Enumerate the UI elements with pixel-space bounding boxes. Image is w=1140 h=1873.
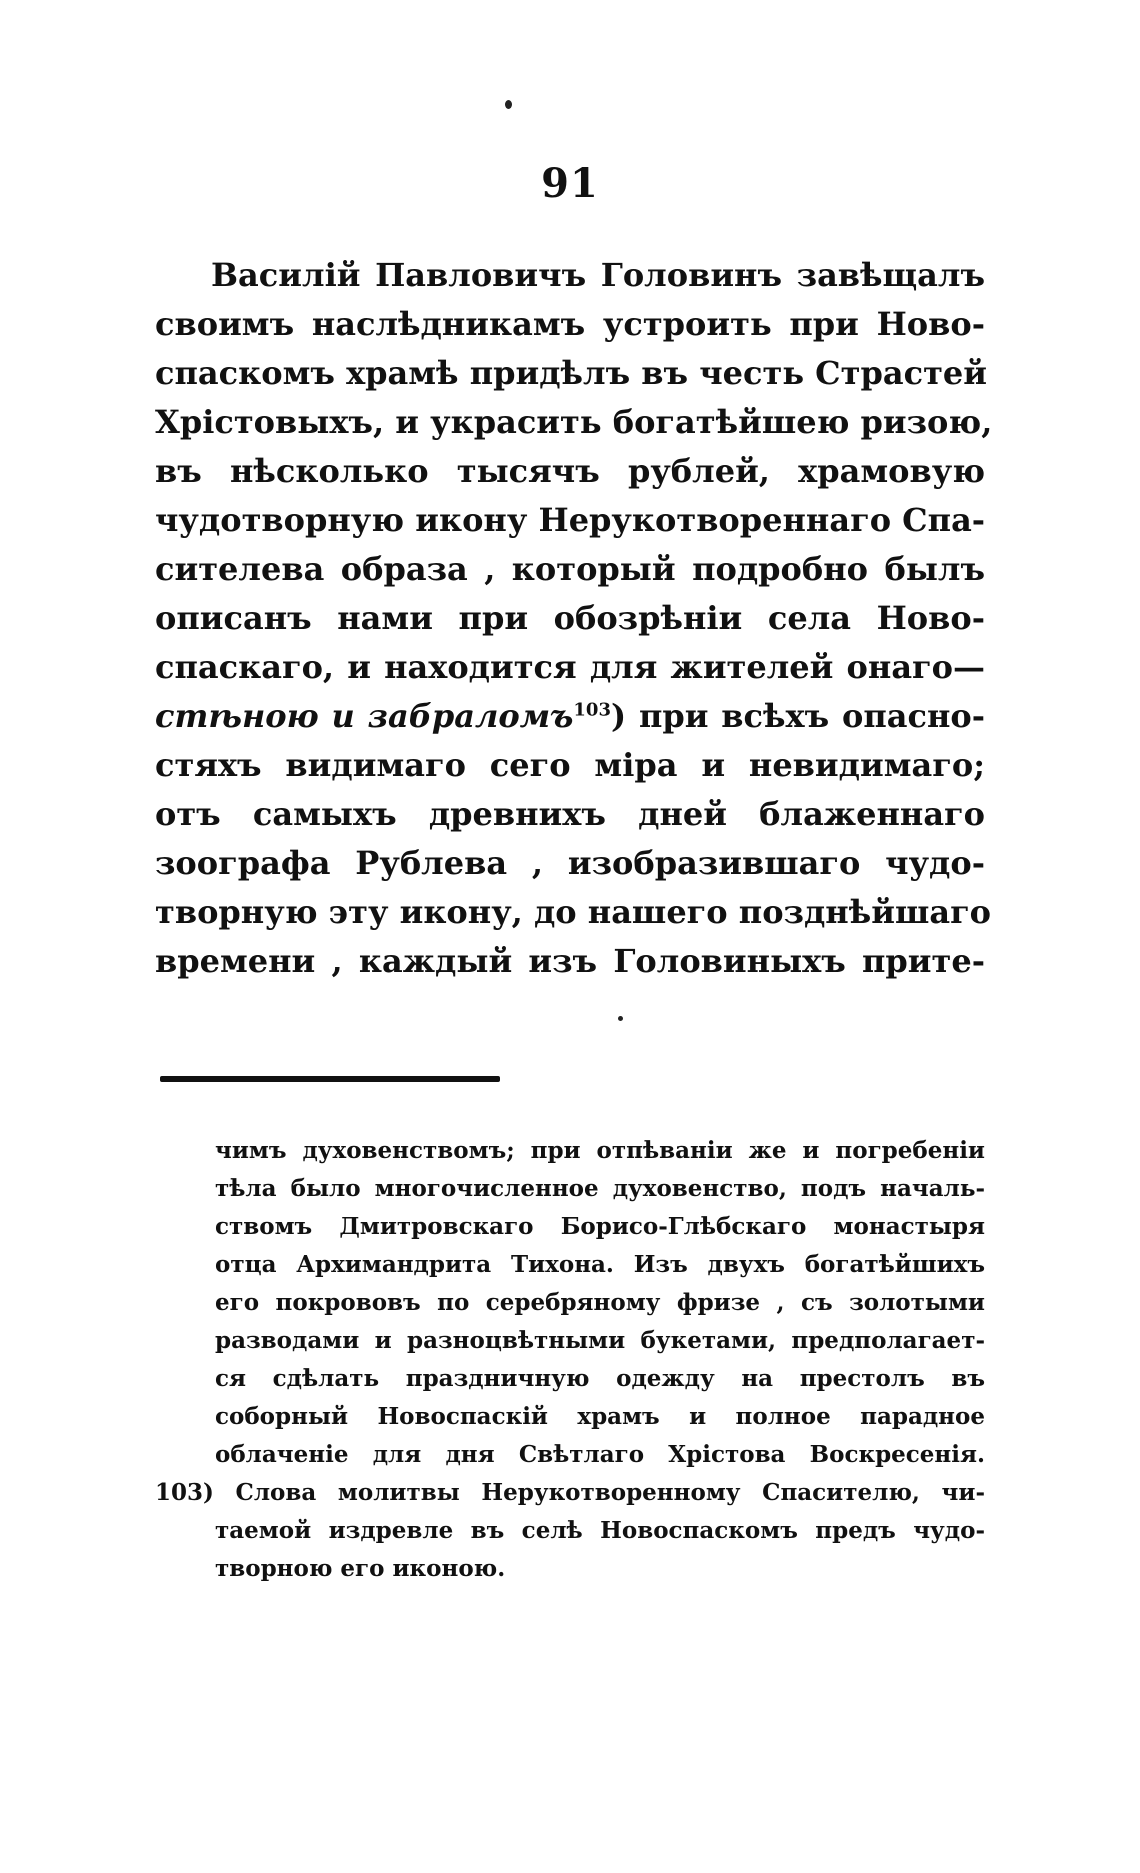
- main-line-8: описанъ нами при обозрѣніи села Ново-: [155, 599, 985, 637]
- footnote-continuation-line-5: его покрововъ по серебряному фризе , съ золотыми: [215, 1289, 985, 1316]
- footnote-continuation-line-4: отца Архимандрита Тихона. Изъ двухъ богатѣйшихъ: [215, 1251, 985, 1278]
- main-line-12: отъ самыхъ древнихъ дней блаженнаго: [155, 795, 985, 833]
- footnote-continuation-line-3: ствомъ Дмитровскаго Борисо-Глѣбскаго монастыря: [215, 1213, 985, 1240]
- main-line-15: времени , каждый изъ Головиныхъ прите-: [155, 942, 985, 980]
- main-line-13: зоографа Рублева , изобразившаго чудо-: [155, 844, 985, 882]
- main-line-10-rest: ) при всѣхъ опасно-: [610, 697, 986, 735]
- footnote-continuation-line-2: тѣла было многочисленное духовенство, подъ началь-: [215, 1175, 985, 1202]
- footnote-continuation-line-1: чимъ духовенствомъ; при отпѣваніи же и погребеніи: [215, 1137, 985, 1164]
- footnote-103-line-1: [155, 1474, 985, 1512]
- italic-phrase: стѣною и забраломъ: [155, 697, 574, 735]
- main-line-1: Василій Павловичъ Головинъ завѣщалъ: [211, 256, 985, 294]
- footnote-separator: [160, 1076, 500, 1082]
- footnote-103-line-3: творною его иконою.: [215, 1555, 506, 1582]
- main-line-7: сителева образа , который подробно былъ: [155, 550, 985, 588]
- footnote-ref-103: 103: [573, 699, 611, 721]
- main-line-4: Хрістовыхъ, и украсить богатѣйшею ризою,: [155, 403, 993, 441]
- footnote-103-line-2: таемой издревле въ селѣ Новоспаскомъ предъ чудо-: [215, 1517, 985, 1544]
- page-number: 91: [541, 160, 599, 207]
- main-line-9: спаскаго, и находится для жителей онаго—: [155, 648, 985, 686]
- footnotes-block: [155, 1132, 985, 1588]
- footnote-continuation-line-7: ся сдѣлать праздничную одежду на престолъ въ: [215, 1365, 985, 1392]
- main-line-10: [155, 692, 985, 741]
- main-line-14: творную эту икону, до нашего позднѣйшаго: [155, 893, 992, 931]
- footnote-continuation-line-6: разводами и разноцвѣтными букетами, предполагает-: [215, 1327, 985, 1354]
- footnote-103-number: 103): [155, 1479, 214, 1506]
- main-paragraph: [155, 251, 993, 986]
- main-line-3: спаскомъ храмѣ придѣлъ въ честь Страстей: [155, 354, 987, 392]
- footnote-continuation-line-9: облаченіе для дня Свѣтлаго Хрістова Воскресенія.: [215, 1441, 985, 1468]
- top-speck: [505, 100, 512, 109]
- footnote-continuation-line-8: соборный Новоспаскій храмъ и полное парадное: [215, 1403, 985, 1430]
- main-line-11: стяхъ видимаго сего міра и невидимаго;: [155, 746, 985, 784]
- footnote-103-text-1: Слова молитвы Нерукотворенному Спасителю, чи-: [235, 1479, 985, 1506]
- main-line-2: своимъ наслѣдникамъ устроить при Ново-: [155, 305, 985, 343]
- main-line-6: чудотворную икону Нерукотвореннаго Спа-: [155, 501, 986, 539]
- main-line-5: въ нѣсколько тысячъ рублей, храмовую: [155, 452, 985, 490]
- mid-speck: [618, 1016, 623, 1021]
